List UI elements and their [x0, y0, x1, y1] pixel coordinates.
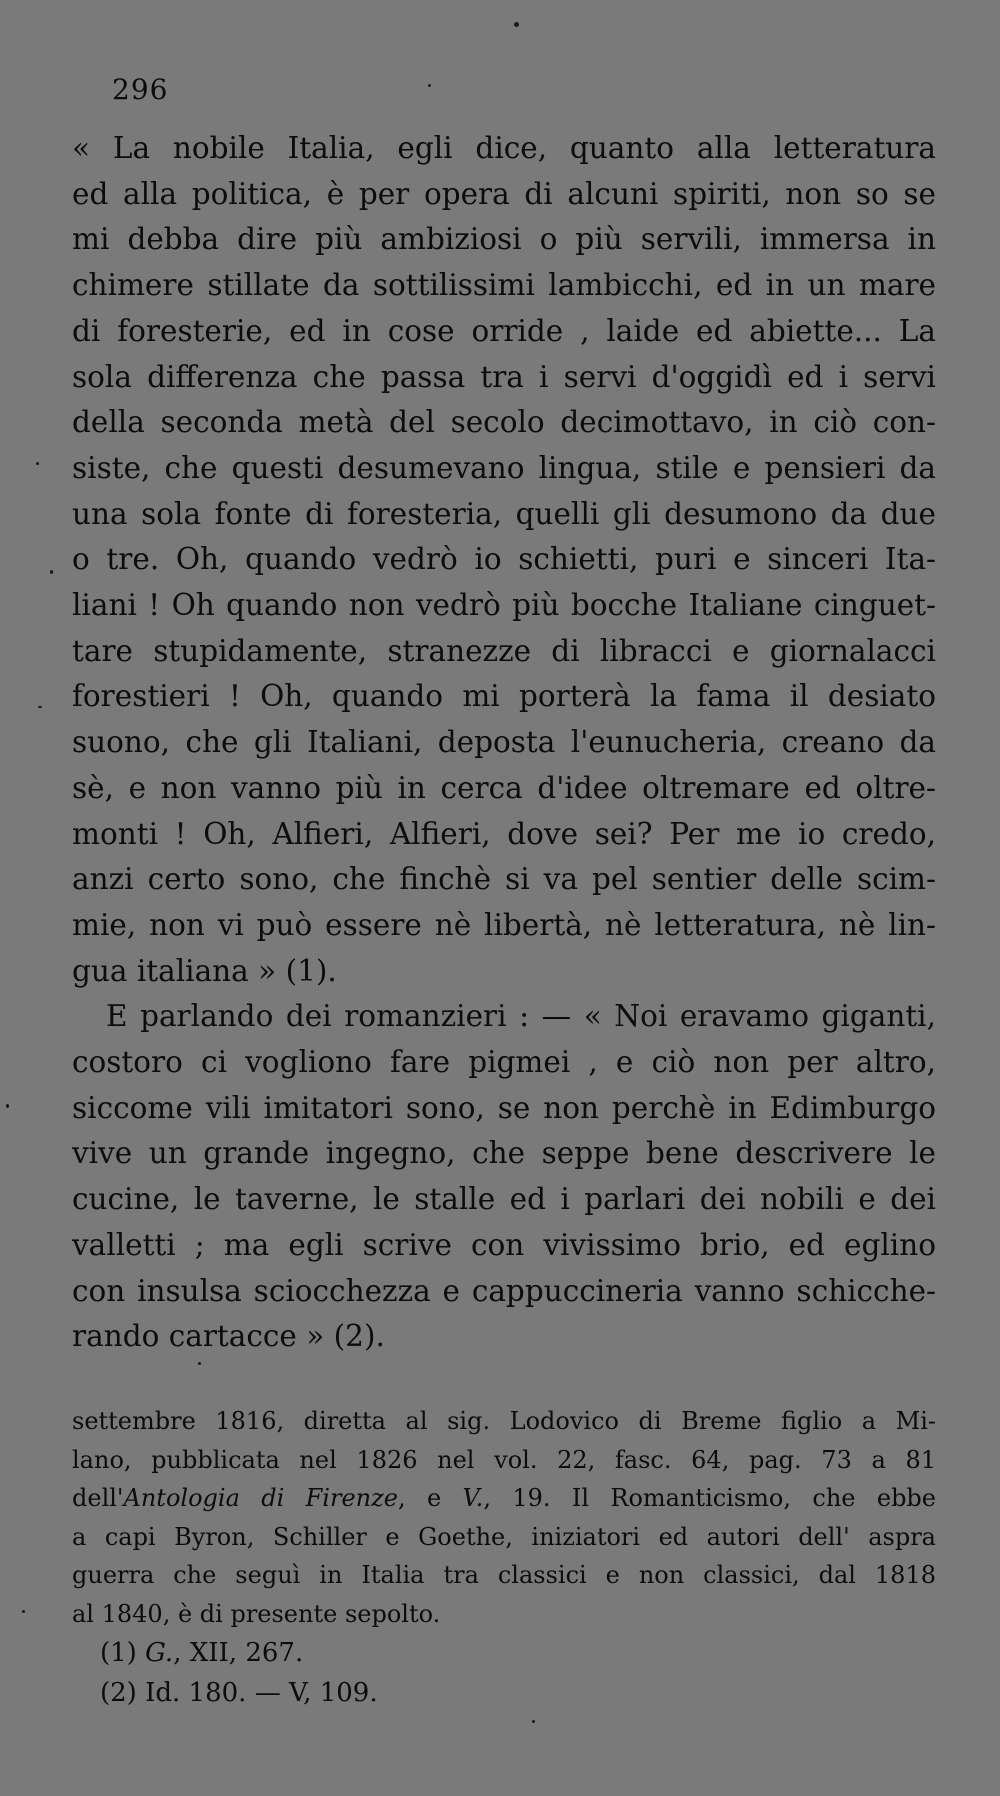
footnote-line: dell'Antologia di Firenze, e V., 19. Il Romanticismo, che ebbe — [72, 1484, 936, 1512]
text-line: cucine, le taverne, le stalle ed i parlari dei nobili e dei — [72, 1182, 936, 1217]
scan-speck — [38, 706, 42, 708]
text-line: mie, non vi può essere nè libertà, nè letteratura, nè lin- — [72, 907, 936, 942]
text-line: rando cartacce » (2). — [72, 1319, 385, 1354]
footnote-line: a capi Byron, Schiller e Goethe, iniziatori ed autori dell' aspra — [72, 1522, 936, 1551]
text-line: chimere stillate da sottilissimi lambicchi, ed in un mare — [72, 268, 936, 303]
footnote-line: al 1840, è di presente sepolto. — [72, 1599, 441, 1628]
scan-speck — [50, 570, 53, 574]
text-line: forestieri ! Oh, quando mi porterà la fama il desiato — [72, 679, 936, 714]
text-line: anzi certo sono, che finchè si va pel sentier delle scim- — [72, 862, 936, 897]
text-line: suono, che gli Italiani, deposta l'eunucheria, creano da — [72, 725, 936, 760]
italic-title: Antologia di Firenze — [123, 1484, 398, 1512]
text-line: costoro ci vogliono fare pigmei , e ciò non per altro, — [72, 1045, 936, 1080]
footnote-ref: (1) G., XII, 267. — [100, 1638, 304, 1668]
text-line: sè, e non vanno più in cerca d'idee oltremare ed oltre- — [72, 770, 936, 805]
text-line: mi debba dire più ambiziosi o più servili, immersa in — [72, 222, 936, 257]
scan-speck — [22, 1610, 25, 1613]
footnotes — [72, 1402, 936, 1713]
text-line: siste, che questi desumevano lingua, stile e pensieri da — [72, 450, 936, 485]
text-line: della seconda metà del secolo decimottavo, in ciò con- — [72, 405, 936, 440]
text-line: o tre. Oh, quando vedrò io schietti, puri e sinceri Ita- — [72, 542, 936, 577]
scan-speck — [6, 1104, 9, 1108]
text-line: con insulsa sciocchezza e cappuccineria vanno schicche- — [72, 1273, 936, 1308]
scan-speck — [428, 84, 431, 87]
text-line: una sola fonte di foresteria, quelli gli desumono da due — [72, 496, 936, 531]
text-line: « La nobile Italia, egli dice, quanto alla letteratura — [72, 131, 936, 165]
text-line: monti ! Oh, Alfieri, Alfieri, dove sei? Per me io credo, — [72, 816, 936, 851]
scan-speck — [198, 1362, 201, 1365]
text-line: tare stupidamente, stranezze di libracci e giornalacci — [72, 633, 936, 668]
page-number: 296 — [112, 73, 169, 106]
footnote-line: settembre 1816, diretta al sig. Lodovico di Breme figlio a Mi- — [72, 1407, 936, 1435]
text-line: sola differenza che passa tra i servi d'oggidì ed i servi — [72, 359, 936, 394]
footnote-line: guerra che seguì in Italia tra classici e non classici, dal 1818 — [72, 1561, 936, 1589]
text-line: valletti ; ma egli scrive con vivissimo brio, ed eglino — [72, 1227, 936, 1262]
footnote-line: lano, pubblicata nel 1826 nel vol. 22, fasc. 64, pag. 73 a 81 — [72, 1445, 936, 1474]
text-line: gua italiana » (1). — [72, 953, 337, 988]
footnote-ref: (2) Id. 180. — V, 109. — [100, 1678, 378, 1708]
body-text — [72, 126, 936, 1360]
text-line: di foresterie, ed in cose orride , laide ed abiette... La — [72, 313, 936, 348]
text-line: siccome vili imitatori sono, se non perchè in Edimburgo — [72, 1090, 936, 1125]
text-line: liani ! Oh quando non vedrò più bocche Italiane cinguet- — [72, 588, 936, 623]
scan-speck — [532, 1720, 535, 1723]
italic-abbrev: V. — [462, 1484, 484, 1512]
text-line: E parlando dei romanzieri : — « Noi eravamo giganti, — [106, 999, 936, 1034]
text-line: vive un grande ingegno, che seppe bene descrivere le — [72, 1136, 936, 1171]
text-line: ed alla politica, è per opera di alcuni spiriti, non so se — [72, 176, 936, 211]
scan-speck — [36, 462, 39, 465]
scan-speck — [514, 22, 519, 27]
italic-abbrev: G. — [145, 1638, 174, 1668]
